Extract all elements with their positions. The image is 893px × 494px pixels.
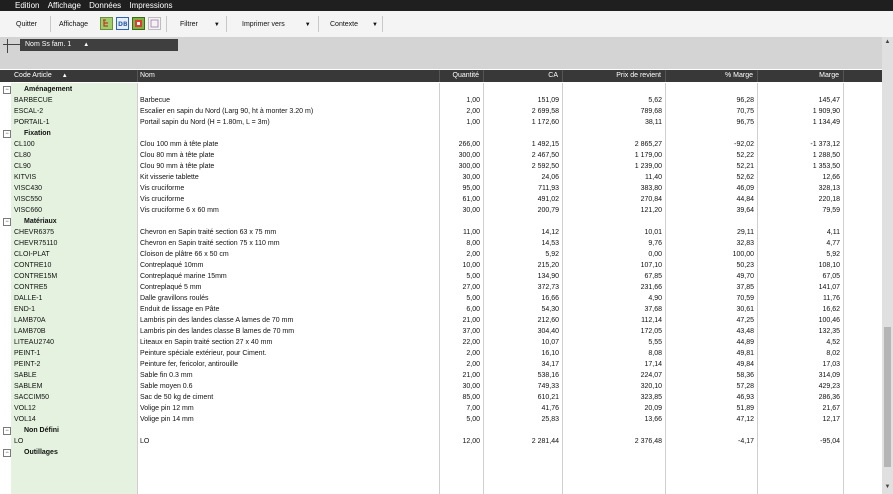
cell-pct-marge: 52,21 xyxy=(736,163,754,170)
table-row[interactable] xyxy=(0,150,882,161)
cell-ca: 5,92 xyxy=(545,251,559,258)
cell-code: LITEAU2740 xyxy=(14,339,55,346)
cell-qty: 266,00 xyxy=(458,141,480,148)
cell-cost: 383,80 xyxy=(640,185,662,192)
cell-qty: 30,00 xyxy=(462,174,480,181)
cell-cost: 112,14 xyxy=(641,317,662,324)
cell-ca: 34,17 xyxy=(541,361,559,368)
group-row[interactable] xyxy=(0,425,882,436)
quit-button[interactable]: Quitter xyxy=(16,21,38,28)
cell-code: LAMB70A xyxy=(14,317,46,324)
cell-marge: 21,67 xyxy=(822,405,840,412)
cell-ca: 2 281,44 xyxy=(531,438,559,445)
column-header-qty[interactable]: Quantité xyxy=(440,70,484,82)
cell-name: Enduit de lissage en Pâte xyxy=(140,306,220,313)
chevron-down-icon: ▼ xyxy=(304,22,311,28)
cell-marge: 5,92 xyxy=(826,251,840,258)
cell-ca: 749,33 xyxy=(537,383,559,390)
cell-marge: 4,52 xyxy=(826,339,840,346)
cell-ca: 14,12 xyxy=(541,229,559,236)
cell-pct-marge: 52,62 xyxy=(736,174,754,181)
cell-cost: 1 179,00 xyxy=(634,152,662,159)
group-label: Matériaux xyxy=(24,218,57,225)
cell-cost: 37,68 xyxy=(644,306,662,313)
context-label: Contexte xyxy=(330,21,359,28)
cell-name: Clou 100 mm à tête plate xyxy=(140,141,219,148)
cell-code: BARBECUE xyxy=(14,97,53,104)
cell-cost: 320,10 xyxy=(640,383,662,390)
cell-name: Chevron en Sapin traité section 75 x 110 mm xyxy=(140,240,280,247)
cell-ca: 134,90 xyxy=(537,273,559,280)
cell-code: SABLEM xyxy=(14,383,43,390)
table-row[interactable] xyxy=(0,326,882,337)
cell-marge: 79,59 xyxy=(822,207,840,214)
cell-pct-marge: 70,75 xyxy=(736,108,754,115)
cell-code: CONTRE5 xyxy=(14,284,48,291)
cell-pct-marge: 49,81 xyxy=(736,350,754,357)
group-label: Outillages xyxy=(24,449,58,456)
collapse-icon[interactable]: − xyxy=(3,218,11,226)
cell-cost: 5,62 xyxy=(648,97,662,104)
context-dropdown[interactable] xyxy=(330,20,378,30)
cell-name: Kit visserie tablette xyxy=(140,174,199,181)
cell-pct-marge: 46,09 xyxy=(736,185,754,192)
group-row[interactable] xyxy=(0,447,882,458)
excel-export-icon[interactable] xyxy=(132,17,145,30)
column-header-ca[interactable]: CA xyxy=(484,70,563,82)
cell-qty: 6,00 xyxy=(466,306,480,313)
cell-code: CONTRE15M xyxy=(14,273,58,280)
cell-cost: 270,84 xyxy=(640,196,662,203)
cell-name: Volige pin 14 mm xyxy=(140,416,194,423)
table-row[interactable] xyxy=(0,249,882,260)
table-row[interactable] xyxy=(0,172,882,183)
cell-marge: -1 373,12 xyxy=(810,141,840,148)
cell-ca: 610,21 xyxy=(537,394,559,401)
cell-pct-marge: -4,17 xyxy=(738,438,754,445)
cell-name: Escalier en sapin du Nord (Larg 90, ht à monter 3.20 m) xyxy=(140,108,314,115)
cell-qty: 5,00 xyxy=(466,295,480,302)
cell-marge: 67,05 xyxy=(822,273,840,280)
cell-pct-marge: 49,84 xyxy=(736,361,754,368)
cell-name: Clou 80 mm à tête plate xyxy=(140,152,215,159)
column-header-cost[interactable]: Prix de revient xyxy=(563,70,666,82)
cell-marge: 108,10 xyxy=(818,262,840,269)
table-row[interactable] xyxy=(0,381,882,392)
display-button[interactable]: Affichage xyxy=(59,21,89,28)
cell-code: CLOI-PLAT xyxy=(14,251,50,258)
table-row[interactable] xyxy=(0,227,882,238)
cell-code: VISC430 xyxy=(14,185,43,192)
column-header-marge[interactable]: Marge xyxy=(758,70,844,82)
cell-qty: 300,00 xyxy=(458,163,480,170)
cell-code: END-1 xyxy=(14,306,36,313)
cell-qty: 22,00 xyxy=(462,339,480,346)
group-label: Non Défini xyxy=(24,427,59,434)
table-row[interactable] xyxy=(0,304,882,315)
cell-pct-marge: 39,64 xyxy=(736,207,754,214)
cell-pct-marge: 47,12 xyxy=(736,416,754,423)
cell-ca: 41,76 xyxy=(541,405,559,412)
cell-name: Sable fin 0.3 mm xyxy=(140,372,193,379)
table-row[interactable] xyxy=(0,95,882,106)
cell-marge: 12,17 xyxy=(822,416,840,423)
table-row[interactable] xyxy=(0,359,882,370)
cell-cost: 323,85 xyxy=(640,394,662,401)
scroll-up-icon[interactable]: ▲ xyxy=(884,39,891,45)
collapse-icon[interactable]: − xyxy=(3,449,11,457)
cell-cost: 17,14 xyxy=(644,361,662,368)
cell-pct-marge: 58,36 xyxy=(736,372,754,379)
table-header xyxy=(0,70,882,82)
cell-code: ESCAL-2 xyxy=(14,108,44,115)
cell-code: SACCIM50 xyxy=(14,394,50,401)
group-row[interactable] xyxy=(0,84,882,95)
cell-code: SABLE xyxy=(14,372,37,379)
cell-code: VOL14 xyxy=(14,416,36,423)
cell-cost: 121,20 xyxy=(640,207,662,214)
cell-code: LO xyxy=(14,438,24,445)
cell-marge: 1 353,50 xyxy=(812,163,840,170)
cell-ca: 10,07 xyxy=(541,339,559,346)
print-to-label: Imprimer vers xyxy=(242,21,285,28)
table-row[interactable] xyxy=(0,414,882,425)
cell-marge: 1 134,49 xyxy=(812,119,840,126)
table-row[interactable] xyxy=(0,436,882,447)
cell-cost: 20,09 xyxy=(644,405,662,412)
cell-cost: 2 376,48 xyxy=(634,438,662,445)
cell-qty: 21,00 xyxy=(462,317,480,324)
cell-code: DALLE-1 xyxy=(14,295,43,302)
cell-ca: 1 492,15 xyxy=(531,141,559,148)
cell-name: Vis cruciforme 6 x 60 mm xyxy=(140,207,219,214)
column-header-name[interactable]: Nom xyxy=(138,70,440,82)
cell-ca: 538,16 xyxy=(537,372,559,379)
cell-marge: 141,07 xyxy=(818,284,840,291)
toolbar-separator xyxy=(50,16,51,32)
data-grid xyxy=(0,83,882,494)
cell-marge: 429,23 xyxy=(818,383,840,390)
cell-ca: 304,40 xyxy=(537,328,559,335)
tree-view-icon[interactable] xyxy=(100,17,113,30)
cell-code: CONTRE10 xyxy=(14,262,52,269)
cell-name: Lambris pin des landes classe A lames de 70 mm xyxy=(140,317,294,324)
tree-connector xyxy=(7,39,8,53)
cell-code: CHEVR6375 xyxy=(14,229,55,236)
scrollbar-thumb[interactable] xyxy=(884,327,891,467)
svg-text:DB: DB xyxy=(118,21,128,28)
cell-name: Volige pin 12 mm xyxy=(140,405,194,412)
cell-name: Cloison de plâtre 66 x 50 cm xyxy=(140,251,229,258)
cell-qty: 1,00 xyxy=(466,97,480,104)
group-label: Fixation xyxy=(24,130,51,137)
collapse-icon[interactable]: − xyxy=(3,427,11,435)
cell-marge: 314,09 xyxy=(818,372,840,379)
table-row[interactable] xyxy=(0,161,882,172)
cell-pct-marge: 50,23 xyxy=(736,262,754,269)
column-header-code[interactable]: Code Article ▲ xyxy=(0,70,138,82)
cell-qty: 7,00 xyxy=(466,405,480,412)
cell-qty: 8,00 xyxy=(466,240,480,247)
cell-ca: 212,60 xyxy=(537,317,559,324)
cell-name: Sac de 50 kg de ciment xyxy=(140,394,214,401)
cell-qty: 2,00 xyxy=(466,361,480,368)
table-row[interactable] xyxy=(0,238,882,249)
filter-dropdown[interactable] xyxy=(180,20,220,30)
cell-pct-marge: 29,11 xyxy=(737,229,754,236)
cell-name: Contreplaqué marine 15mm xyxy=(140,273,227,280)
cell-code: LAMB70B xyxy=(14,328,46,335)
table-row[interactable] xyxy=(0,337,882,348)
cell-ca: 2 699,58 xyxy=(531,108,559,115)
cell-code: PORTAIL-1 xyxy=(14,119,50,126)
toolbar-separator xyxy=(166,16,167,32)
cell-cost: 1 239,00 xyxy=(634,163,662,170)
cell-name: Lambris pin des landes classe B lames de 70 mm xyxy=(140,328,295,335)
table-row[interactable] xyxy=(0,315,882,326)
cell-ca: 14,53 xyxy=(541,240,559,247)
cell-marge: 17,03 xyxy=(822,361,840,368)
cell-cost: 11,40 xyxy=(645,174,662,181)
cell-qty: 2,00 xyxy=(466,108,480,115)
cell-pct-marge: 30,61 xyxy=(736,306,754,313)
group-row[interactable] xyxy=(0,216,882,227)
cell-ca: 54,30 xyxy=(541,306,559,313)
cell-name: Dalle gravillons roulés xyxy=(140,295,209,302)
cell-pct-marge: 47,25 xyxy=(736,317,754,324)
table-row[interactable] xyxy=(0,139,882,150)
cell-qty: 1,00 xyxy=(466,119,480,126)
cell-name: Portail sapin du Nord (H = 1.80m, L = 3m) xyxy=(140,119,270,126)
cell-marge: 11,76 xyxy=(823,295,840,302)
cell-marge: 100,46 xyxy=(818,317,840,324)
menu-edition[interactable]: Edition xyxy=(15,1,40,10)
table-row[interactable] xyxy=(0,260,882,271)
menu-bar xyxy=(0,0,893,11)
cell-marge: 1 909,90 xyxy=(812,108,840,115)
cell-ca: 215,20 xyxy=(537,262,559,269)
menu-impressions[interactable]: Impressions xyxy=(129,1,173,10)
cell-name: Barbecue xyxy=(140,97,170,104)
cell-marge: 16,62 xyxy=(822,306,840,313)
cell-name: Peinture fer, fericolor, antirouille xyxy=(140,361,239,368)
cell-pct-marge: 52,22 xyxy=(736,152,754,159)
cell-qty: 11,00 xyxy=(463,229,480,236)
cell-pct-marge: 57,28 xyxy=(736,383,754,390)
filter-label: Filtrer xyxy=(180,21,198,28)
cell-ca: 16,10 xyxy=(541,350,559,357)
cell-name: Contreplaqué 10mm xyxy=(140,262,204,269)
table-row[interactable] xyxy=(0,392,882,403)
cell-name: Vis cruciforme xyxy=(140,185,185,192)
toolbar-separator xyxy=(226,16,227,32)
cell-code: CL80 xyxy=(14,152,31,159)
cell-qty: 5,00 xyxy=(466,416,480,423)
cell-ca: 16,66 xyxy=(541,295,559,302)
print-to-dropdown[interactable] xyxy=(242,20,311,30)
scroll-down-icon[interactable]: ▼ xyxy=(884,484,891,490)
cell-marge: 1 288,50 xyxy=(812,152,840,159)
cell-pct-marge: 96,75 xyxy=(736,119,754,126)
column-header-pct-marge[interactable]: % Marge xyxy=(666,70,758,82)
cell-name: Chevron en Sapin traité section 63 x 75 mm xyxy=(140,229,277,236)
cell-cost: 38,11 xyxy=(645,119,662,126)
cell-ca: 151,09 xyxy=(537,97,559,104)
table-row[interactable] xyxy=(0,194,882,205)
collapse-icon[interactable]: − xyxy=(3,130,11,138)
cell-cost: 8,08 xyxy=(648,350,662,357)
cell-cost: 5,55 xyxy=(648,339,662,346)
cell-pct-marge: 43,48 xyxy=(736,328,754,335)
sort-asc-icon: ▲ xyxy=(83,42,90,48)
cell-name: Peinture spéciale extérieur, pour Ciment. xyxy=(140,350,267,357)
chevron-down-icon: ▼ xyxy=(213,22,220,28)
cell-qty: 12,00 xyxy=(462,438,480,445)
cell-pct-marge: 46,93 xyxy=(736,394,754,401)
cell-cost: 107,10 xyxy=(640,262,662,269)
cell-qty: 5,00 xyxy=(466,273,480,280)
cell-qty: 300,00 xyxy=(458,152,480,159)
cell-cost: 9,76 xyxy=(648,240,662,247)
cell-qty: 2,00 xyxy=(466,350,480,357)
toolbar-separator xyxy=(318,16,319,32)
menu-donnees[interactable]: Données xyxy=(89,1,122,10)
cell-marge: 328,13 xyxy=(818,185,840,192)
table-row[interactable] xyxy=(0,106,882,117)
groupby-chip[interactable] xyxy=(20,39,178,51)
cell-qty: 61,00 xyxy=(462,196,480,203)
table-row[interactable] xyxy=(0,282,882,293)
cell-pct-marge: 70,59 xyxy=(736,295,754,302)
cell-pct-marge: 49,70 xyxy=(736,273,754,280)
cell-qty: 10,00 xyxy=(462,262,480,269)
cell-pct-marge: 44,89 xyxy=(736,339,754,346)
toolbar-separator xyxy=(382,16,383,32)
cell-qty: 30,00 xyxy=(462,207,480,214)
cell-qty: 21,00 xyxy=(462,372,480,379)
cell-cost: 10,01 xyxy=(644,229,662,236)
tree-connector xyxy=(3,44,20,45)
group-row[interactable] xyxy=(0,128,882,139)
groupby-chip-label: Nom Ss fam. 1 xyxy=(25,41,72,48)
cell-marge: 12,66 xyxy=(822,174,840,181)
cell-ca: 2 592,50 xyxy=(531,163,559,170)
group-label: Aménagement xyxy=(24,86,73,93)
cell-cost: 13,66 xyxy=(644,416,662,423)
db-icon[interactable] xyxy=(116,17,129,30)
cell-cost: 224,07 xyxy=(640,372,662,379)
cell-pct-marge: 51,89 xyxy=(736,405,754,412)
menu-affichage[interactable]: Affichage xyxy=(47,1,81,10)
cell-code: CL90 xyxy=(14,163,31,170)
cell-pct-marge: 37,85 xyxy=(736,284,754,291)
cell-marge: -95,04 xyxy=(820,438,840,445)
table-row[interactable] xyxy=(0,117,882,128)
cell-qty: 2,00 xyxy=(466,251,480,258)
print-preview-icon[interactable] xyxy=(148,17,161,30)
cell-pct-marge: 44,84 xyxy=(736,196,754,203)
cell-ca: 491,02 xyxy=(537,196,559,203)
table-row[interactable] xyxy=(0,205,882,216)
cell-ca: 200,79 xyxy=(537,207,559,214)
cell-pct-marge: 100,00 xyxy=(732,251,754,258)
cell-cost: 4,90 xyxy=(648,295,662,302)
table-row[interactable] xyxy=(0,370,882,381)
cell-qty: 27,00 xyxy=(462,284,480,291)
cell-cost: 2 865,27 xyxy=(634,141,662,148)
cell-cost: 67,85 xyxy=(644,273,662,280)
cell-ca: 372,73 xyxy=(537,284,559,291)
cell-marge: 132,35 xyxy=(818,328,840,335)
cell-code: KITVIS xyxy=(14,174,37,181)
table-row[interactable] xyxy=(0,348,882,359)
cell-marge: 286,36 xyxy=(818,394,840,401)
cell-name: LO xyxy=(140,438,150,445)
cell-name: Clou 90 mm à tête plate xyxy=(140,163,215,170)
table-row[interactable] xyxy=(0,271,882,282)
collapse-icon[interactable]: − xyxy=(3,86,11,94)
cell-marge: 145,47 xyxy=(818,97,840,104)
table-row[interactable] xyxy=(0,183,882,194)
toolbar xyxy=(0,11,893,38)
cell-qty: 37,00 xyxy=(462,328,480,335)
cell-cost: 0,00 xyxy=(648,251,662,258)
cell-ca: 25,83 xyxy=(541,416,559,423)
cell-qty: 95,00 xyxy=(462,185,480,192)
cell-ca: 711,93 xyxy=(538,185,559,192)
cell-name: Contreplaqué 5 mm xyxy=(140,284,202,291)
sort-asc-icon: ▲ xyxy=(61,73,68,79)
cell-code: CL100 xyxy=(14,141,35,148)
cell-code: VISC550 xyxy=(14,196,43,203)
cell-marge: 4,11 xyxy=(826,229,840,236)
table-row[interactable] xyxy=(0,403,882,414)
cell-cost: 789,68 xyxy=(640,108,662,115)
cell-qty: 30,00 xyxy=(462,383,480,390)
cell-code: VISC660 xyxy=(14,207,43,214)
cell-ca: 1 172,60 xyxy=(531,119,559,126)
cell-name: Sable moyen 0.6 xyxy=(140,383,193,390)
cell-ca: 24,06 xyxy=(541,174,559,181)
vertical-scrollbar[interactable] xyxy=(882,37,893,494)
cell-qty: 85,00 xyxy=(462,394,480,401)
cell-marge: 220,18 xyxy=(818,196,840,203)
cell-name: Vis cruciforme xyxy=(140,196,185,203)
cell-cost: 172,05 xyxy=(640,328,662,335)
cell-cost: 231,66 xyxy=(640,284,662,291)
cell-pct-marge: -92,02 xyxy=(734,141,754,148)
cell-ca: 2 467,50 xyxy=(531,152,559,159)
cell-marge: 4,77 xyxy=(826,240,840,247)
cell-code: PEINT-1 xyxy=(14,350,41,357)
table-row[interactable] xyxy=(0,293,882,304)
chevron-down-icon: ▼ xyxy=(372,22,378,28)
cell-pct-marge: 32,83 xyxy=(736,240,754,247)
cell-marge: 8,02 xyxy=(826,350,840,357)
cell-code: PEINT-2 xyxy=(14,361,41,368)
cell-code: VOL12 xyxy=(14,405,36,412)
cell-code: CHEVR75110 xyxy=(14,240,58,247)
cell-name: Liteaux en Sapin traité section 27 x 40 mm xyxy=(140,339,273,346)
cell-pct-marge: 96,28 xyxy=(736,97,754,104)
